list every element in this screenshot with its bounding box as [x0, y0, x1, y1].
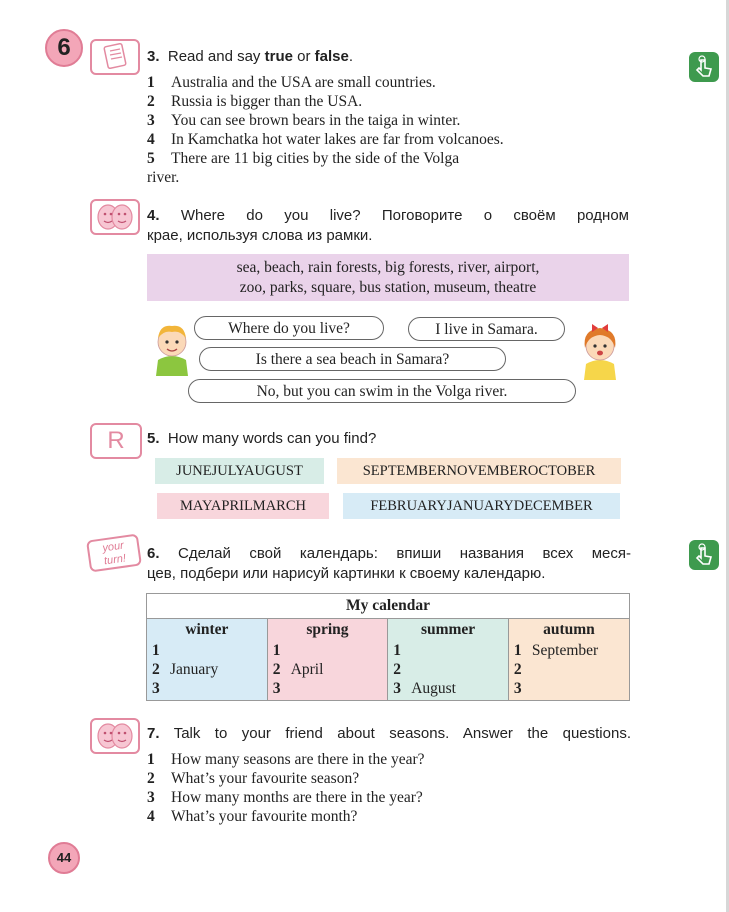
- item-number: 2: [147, 770, 155, 787]
- month-row: [509, 679, 629, 698]
- item-number: 3: [147, 789, 155, 806]
- month-row: [388, 660, 508, 679]
- calendar-table: [146, 593, 630, 701]
- word-box-line1: sea, beach, rain forests, big forests, river, airport,: [236, 259, 540, 276]
- ex3-heading: [147, 48, 353, 65]
- your-turn-badge-line1: your: [101, 539, 125, 555]
- season-column-spring: [267, 619, 388, 701]
- month-row: [268, 641, 388, 660]
- word-box-line2: zoo, parks, square, bus station, museum, theatre: [239, 279, 537, 296]
- list-item: [147, 130, 627, 149]
- row-number: 2: [152, 661, 160, 678]
- season-column-winter: [147, 619, 268, 701]
- item-text: In Kamchatka hot water lakes are far from volcanoes.: [171, 131, 504, 148]
- ex5-heading: [147, 430, 376, 447]
- ex7-number: 7.: [147, 725, 160, 742]
- season-name: summer: [420, 621, 476, 638]
- list-item: [147, 92, 627, 111]
- ex4-number: 4.: [147, 207, 160, 224]
- month-name: September: [531, 642, 599, 659]
- ex6-heading: [147, 544, 631, 584]
- ex3-list: [147, 73, 627, 187]
- ex3-number: 3.: [147, 48, 160, 65]
- list-item: [147, 788, 627, 807]
- pair-work-icon: [90, 718, 140, 754]
- list-item-continuation: river.: [147, 169, 180, 186]
- speech-bubble-q2: Is there a sea beach in Samara?: [199, 347, 506, 371]
- ex5-instruction: How many words can you find?: [167, 430, 377, 447]
- list-item: [147, 769, 627, 788]
- ex6-instruction-line2: цев, подбери или нарисуй картинки к своему календарю.: [147, 565, 546, 582]
- row-number: 2: [513, 661, 522, 678]
- ex3-word-false: false: [314, 48, 349, 65]
- list-item: [147, 149, 627, 168]
- speech-bubble-q1: Where do you live?: [194, 316, 384, 340]
- item-number: 4: [147, 808, 155, 825]
- word-box: [147, 254, 629, 301]
- month-name: April: [290, 661, 324, 678]
- list-item: [147, 73, 627, 92]
- row-number: 2: [272, 661, 281, 678]
- word-string-1: JUNEJULYAUGUST: [155, 458, 324, 484]
- reading-icon: [90, 39, 140, 75]
- season-column-summer: [388, 619, 509, 701]
- season-name: autumn: [543, 621, 595, 638]
- item-text: Russia is bigger than the USA.: [171, 93, 363, 110]
- item-text: You can see brown bears in the taiga in winter.: [171, 112, 461, 129]
- row-number: 1: [393, 642, 401, 659]
- item-number: 2: [147, 93, 155, 110]
- boy-illustration: [150, 318, 194, 376]
- item-number: 3: [147, 112, 155, 129]
- speech-bubble-a2: No, but you can swim in the Volga river.: [188, 379, 576, 403]
- month-name: August: [411, 680, 456, 697]
- item-text: What’s your favourite season?: [171, 770, 360, 787]
- item-text: How many seasons are there in the year?: [171, 751, 425, 768]
- month-row: [388, 679, 508, 698]
- ex7-list: [147, 750, 627, 826]
- calendar-title: My calendar: [147, 594, 630, 619]
- tap-icon[interactable]: [689, 540, 719, 570]
- unit-number-badge: 6: [45, 29, 83, 67]
- word-string-3: MAYAPRILMARCH: [157, 493, 329, 519]
- word-string-4: FEBRUARYJANUARYDECEMBER: [343, 493, 620, 519]
- ex3-word-end: .: [348, 48, 354, 65]
- item-text: How many months are there in the year?: [171, 789, 423, 806]
- ex4-instruction-line1: Where do you live? Поговорите о своём родном: [180, 207, 629, 224]
- ex6-instruction-line1: Сделай свой календарь: впиши названия всех меся-: [178, 545, 632, 562]
- girl-illustration: [578, 318, 622, 380]
- item-text: Australia and the USA are small countries.: [171, 74, 436, 91]
- your-turn-badge-line2: turn!: [103, 552, 127, 568]
- list-item: [147, 111, 627, 130]
- pair-work-icon: [90, 199, 140, 235]
- month-row: [388, 641, 508, 660]
- month-name: January: [170, 661, 219, 678]
- ex3-word-or: or: [297, 48, 311, 65]
- speech-bubble-a1: I live in Samara.: [408, 317, 565, 341]
- list-item: [147, 807, 627, 826]
- ex4-instruction-line2: крае, используя слова из рамки.: [147, 227, 373, 244]
- ex3-instruction: Read and say: [167, 48, 261, 65]
- row-number: 3: [513, 680, 522, 697]
- month-row: [147, 660, 267, 679]
- row-number: 3: [272, 680, 281, 697]
- month-row: [268, 679, 388, 698]
- ex3-word-true: true: [264, 48, 293, 65]
- month-row: [268, 660, 388, 679]
- season-name: winter: [185, 621, 229, 638]
- item-number: 1: [147, 74, 155, 91]
- row-number: 3: [152, 680, 160, 697]
- month-row: [509, 660, 629, 679]
- item-number: 1: [147, 751, 155, 768]
- row-number: 1: [152, 642, 160, 659]
- word-string-2: SEPTEMBERNOVEMBEROCTOBER: [337, 458, 621, 484]
- season-column-autumn: [508, 619, 629, 701]
- revision-icon-letter: R: [107, 427, 125, 454]
- item-text: There are 11 big cities by the side of the Volga: [171, 150, 460, 167]
- row-number: 1: [272, 642, 281, 659]
- list-item: [147, 750, 627, 769]
- revision-icon: [90, 423, 142, 459]
- ex7-heading: [147, 725, 631, 742]
- season-name: spring: [306, 621, 349, 638]
- ex4-heading: [147, 206, 629, 246]
- row-number: 3: [393, 680, 401, 697]
- ex5-number: 5.: [147, 430, 160, 447]
- month-row: [509, 641, 629, 660]
- month-row: [147, 679, 267, 698]
- ex6-number: 6.: [147, 545, 160, 562]
- page-number: 44: [48, 842, 80, 874]
- row-number: 1: [513, 642, 522, 659]
- item-number: 4: [147, 131, 155, 148]
- your-turn-badge: [86, 534, 142, 573]
- ex7-instruction: Talk to your friend about seasons. Answer the questions.: [173, 725, 631, 742]
- month-row: [147, 641, 267, 660]
- item-number: 5: [147, 150, 155, 167]
- tap-icon[interactable]: [689, 52, 719, 82]
- row-number: 2: [393, 661, 401, 678]
- item-text: What’s your favourite month?: [171, 808, 358, 825]
